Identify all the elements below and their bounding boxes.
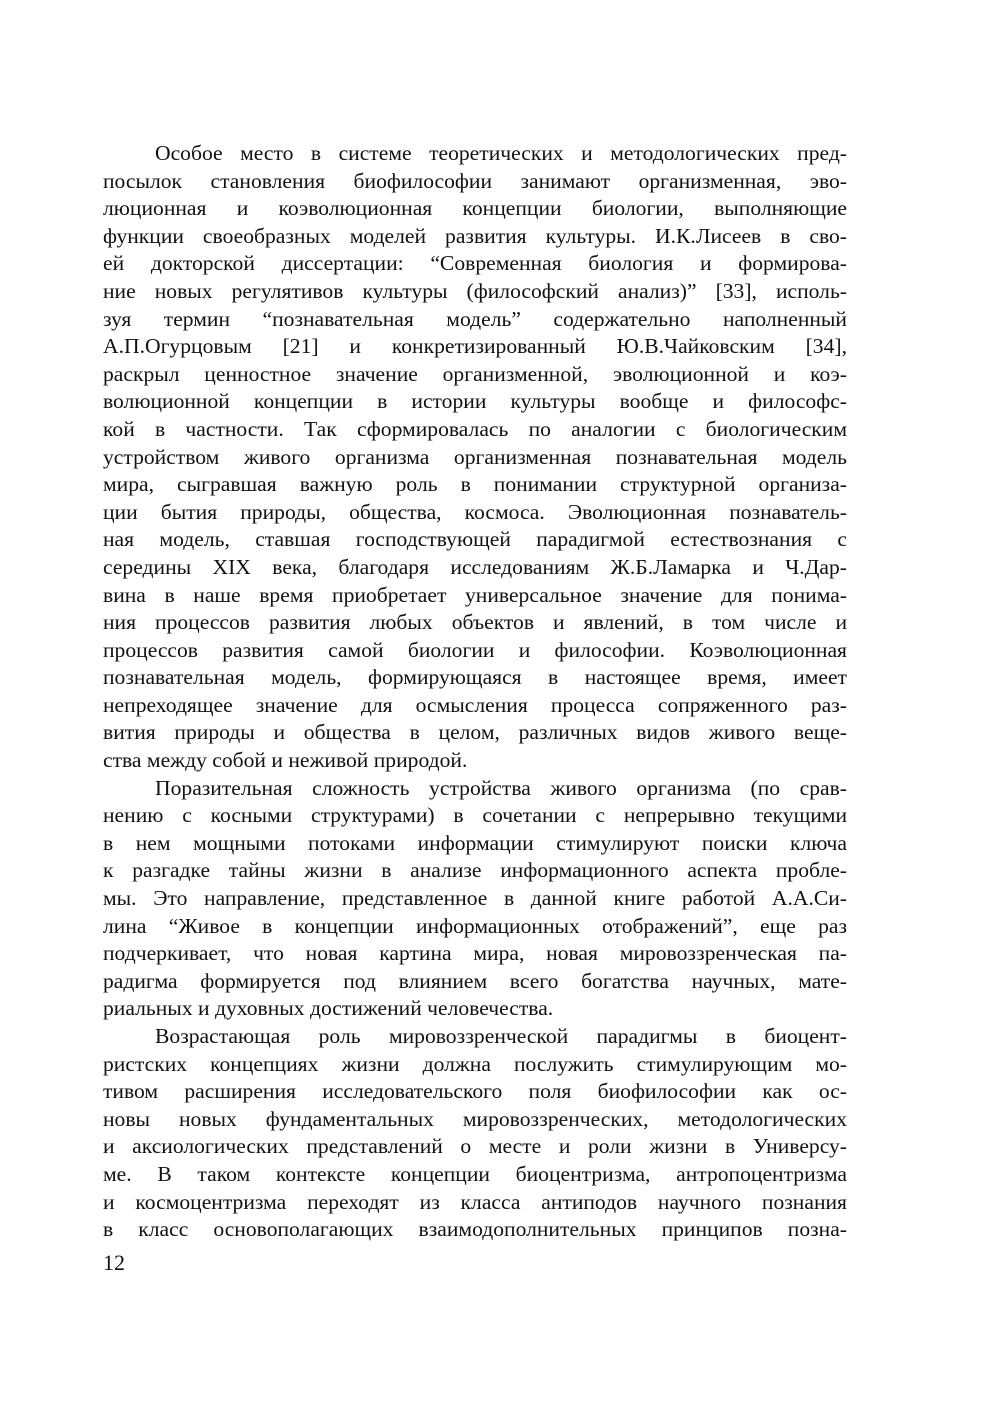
text-line: устройством живого организма организменная познавательная модель: [103, 444, 847, 469]
text-line: новы новых фундаментальных мировоззренческих, методологических: [103, 1106, 847, 1131]
text-line: ная модель, ставшая господствующей парадигмой естествознания с: [103, 527, 847, 552]
text-line: подчеркивает, что новая картина мира, новая мировоззренческая па-: [103, 941, 847, 966]
text-line: познавательная модель, формирующаяся в настоящее время, имеет: [103, 665, 847, 690]
text-line: тивом расширения исследовательского поля биофилософии как ос-: [103, 1079, 847, 1104]
text-line: вина в наше время приобретает универсальное значение для понима-: [103, 582, 847, 607]
text-line: ние новых регулятивов культуры (философский анализ)” [33], исполь-: [103, 278, 847, 303]
text-line: процессов развития самой биологии и философии. Коэволюционная: [103, 637, 847, 662]
text-line: нению с косными структурами) в сочетании с непрерывно текущими: [103, 803, 847, 828]
text-line: посылок становления биофилософии занимают организменная, эво-: [103, 168, 847, 193]
body-text: [103, 140, 847, 1244]
text-line: ции бытия природы, общества, космоса. Эволюционная познаватель-: [103, 499, 847, 524]
text-line: и аксиологических представлений о месте и роли жизни в Универсу-: [103, 1134, 847, 1159]
text-line: функции своеобразных моделей развития культуры. И.К.Лисеев в сво-: [103, 223, 847, 248]
text-line: Особое место в системе теоретических и методологических пред-: [155, 141, 847, 165]
text-line: ристских концепциях жизни должна послужить стимулирующим мо-: [103, 1051, 847, 1076]
text-line: ства между собой и неживой природой.: [103, 748, 468, 773]
text-line: к разгадке тайны жизни в анализе информационного аспекта пробле-: [103, 858, 847, 883]
text-line: кой в частности. Так сформировалась по аналогии с биологическим: [103, 416, 847, 441]
text-line: в класс основополагающих взаимодополнительных принципов позна-: [103, 1217, 847, 1242]
text-line: в нем мощными потоками информации стимулируют поиски ключа: [103, 830, 847, 855]
text-line: мира, сыгравшая важную роль в понимании структурной организа-: [103, 472, 847, 497]
text-line: Поразительная сложность устройства живого организма (по срав-: [155, 775, 847, 800]
paragraph-2: [103, 775, 847, 1023]
text-line: вития природы и общества в целом, различных видов живого веще-: [103, 720, 847, 745]
text-line: лина “Живое в концепции информационных отображений”, еще раз: [103, 913, 847, 938]
text-line: А.П.Огурцовым [21] и конкретизированный Ю.В.Чайковским [34],: [103, 334, 847, 359]
text-line: середины XIX века, благодаря исследованиям Ж.Б.Ламарка и Ч.Дар-: [103, 554, 847, 579]
text-line: риальных и духовных достижений человечества.: [103, 996, 554, 1021]
text-line: ей докторской диссертации: “Современная биология и формирова-: [103, 251, 847, 276]
text-line: радигма формируется под влиянием всего богатства научных, мате-: [103, 968, 847, 993]
text-line: и космоцентризма переходят из класса антиподов научного познания: [103, 1189, 847, 1214]
text-line: непреходящее значение для осмысления процесса сопряженного раз-: [103, 692, 847, 717]
paragraph-1: [103, 140, 847, 775]
text-line: мы. Это направление, представленное в данной книге работой А.А.Си-: [103, 886, 847, 911]
text-line: люционная и коэволюционная концепции биологии, выполняющие: [103, 196, 847, 221]
text-line: ния процессов развития любых объектов и явлений, в том числе и: [103, 610, 847, 635]
text-line: раскрыл ценностное значение организменной, эволюционной и коэ-: [103, 361, 847, 386]
paragraph-3: [103, 1023, 847, 1244]
text-line: волюционной концепции в истории культуры вообще и философс-: [103, 389, 847, 414]
text-line: Возрастающая роль мировоззренческой парадигмы в биоцент-: [155, 1024, 847, 1048]
text-line: зуя термин “познавательная модель” содержательно наполненный: [103, 306, 847, 331]
text-line: ме. В таком контексте концепции биоцентризма, антропоцентризма: [103, 1161, 847, 1186]
page-number: 12: [103, 1250, 125, 1275]
